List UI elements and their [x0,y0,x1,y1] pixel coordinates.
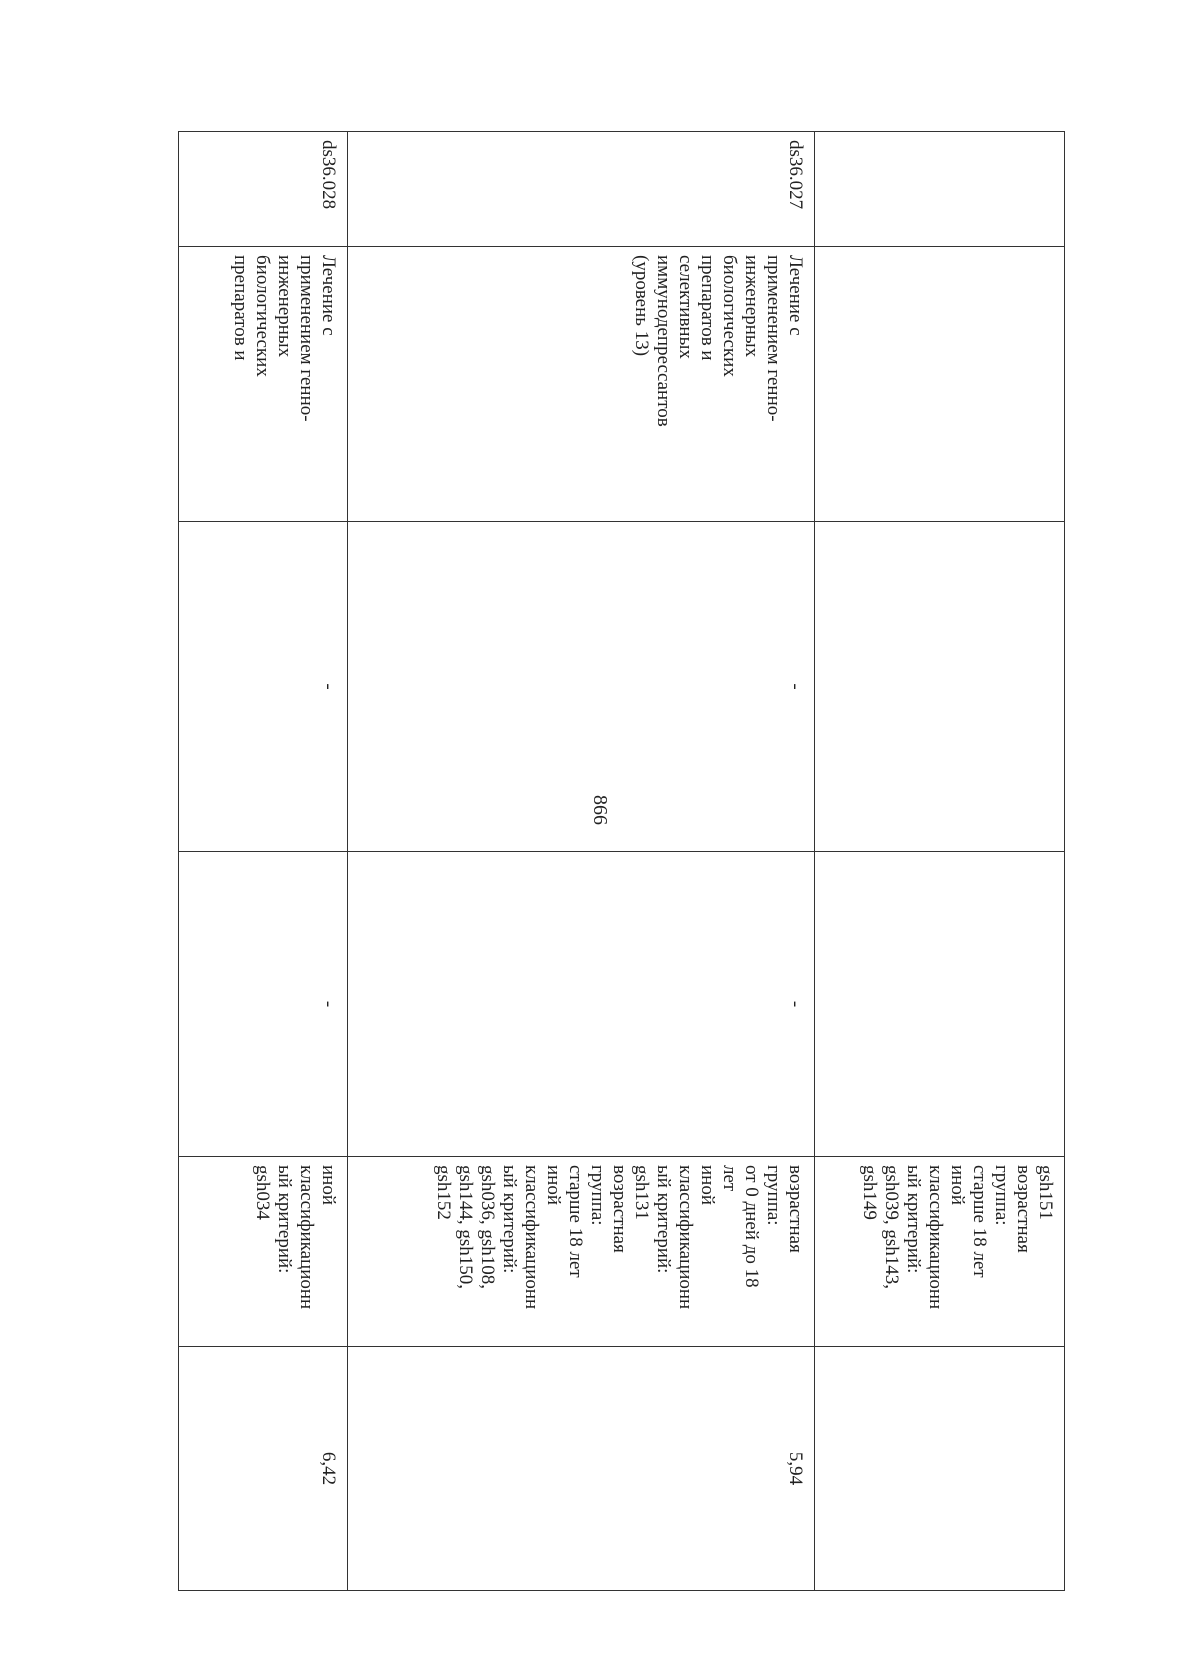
cell-value: 5,94 [348,1347,815,1591]
cell-name: Лечение с применением генно- инженерных биологических препаратов и [179,247,348,522]
table-row [815,132,1065,1591]
cell-col4: - [179,852,348,1157]
cell-criteria: gsh151 возрастная группа: старше 18 лет иной классификационн ый критерий: gsh039, gsh143, gsh149 [815,1157,1065,1347]
cell-name: Лечение с применением генно- инженерных биологических препаратов и селективных иммунодепрессантов (уровень 13) [348,247,815,522]
cell-code [815,132,1065,247]
cell-col3: - [348,522,815,852]
cell-col3 [815,522,1065,852]
table-row [348,132,815,1591]
cell-criteria: иной классификационн ый критерий: gsh034 [179,1157,348,1347]
cell-col4: - [348,852,815,1157]
rotated-table-container [179,131,1065,1590]
cell-code: ds36.028 [179,132,348,247]
cell-criteria: возрастная группа: от 0 дней до 18 лет иной классификационн ый критерий: gsh131 возрастная группа: старше 18 лет иной классификационн ый критерий: gsh036, gsh108, gsh144, gsh150, gsh152 [348,1157,815,1347]
cell-col4 [815,852,1065,1157]
table-row [179,132,348,1591]
tariff-table [178,131,1065,1591]
cell-value: 6,42 [179,1347,348,1591]
cell-name [815,247,1065,522]
cell-code: ds36.027 [348,132,815,247]
cell-col3: - [179,522,348,852]
cell-value [815,1347,1065,1591]
page-number: 866 [589,795,611,825]
